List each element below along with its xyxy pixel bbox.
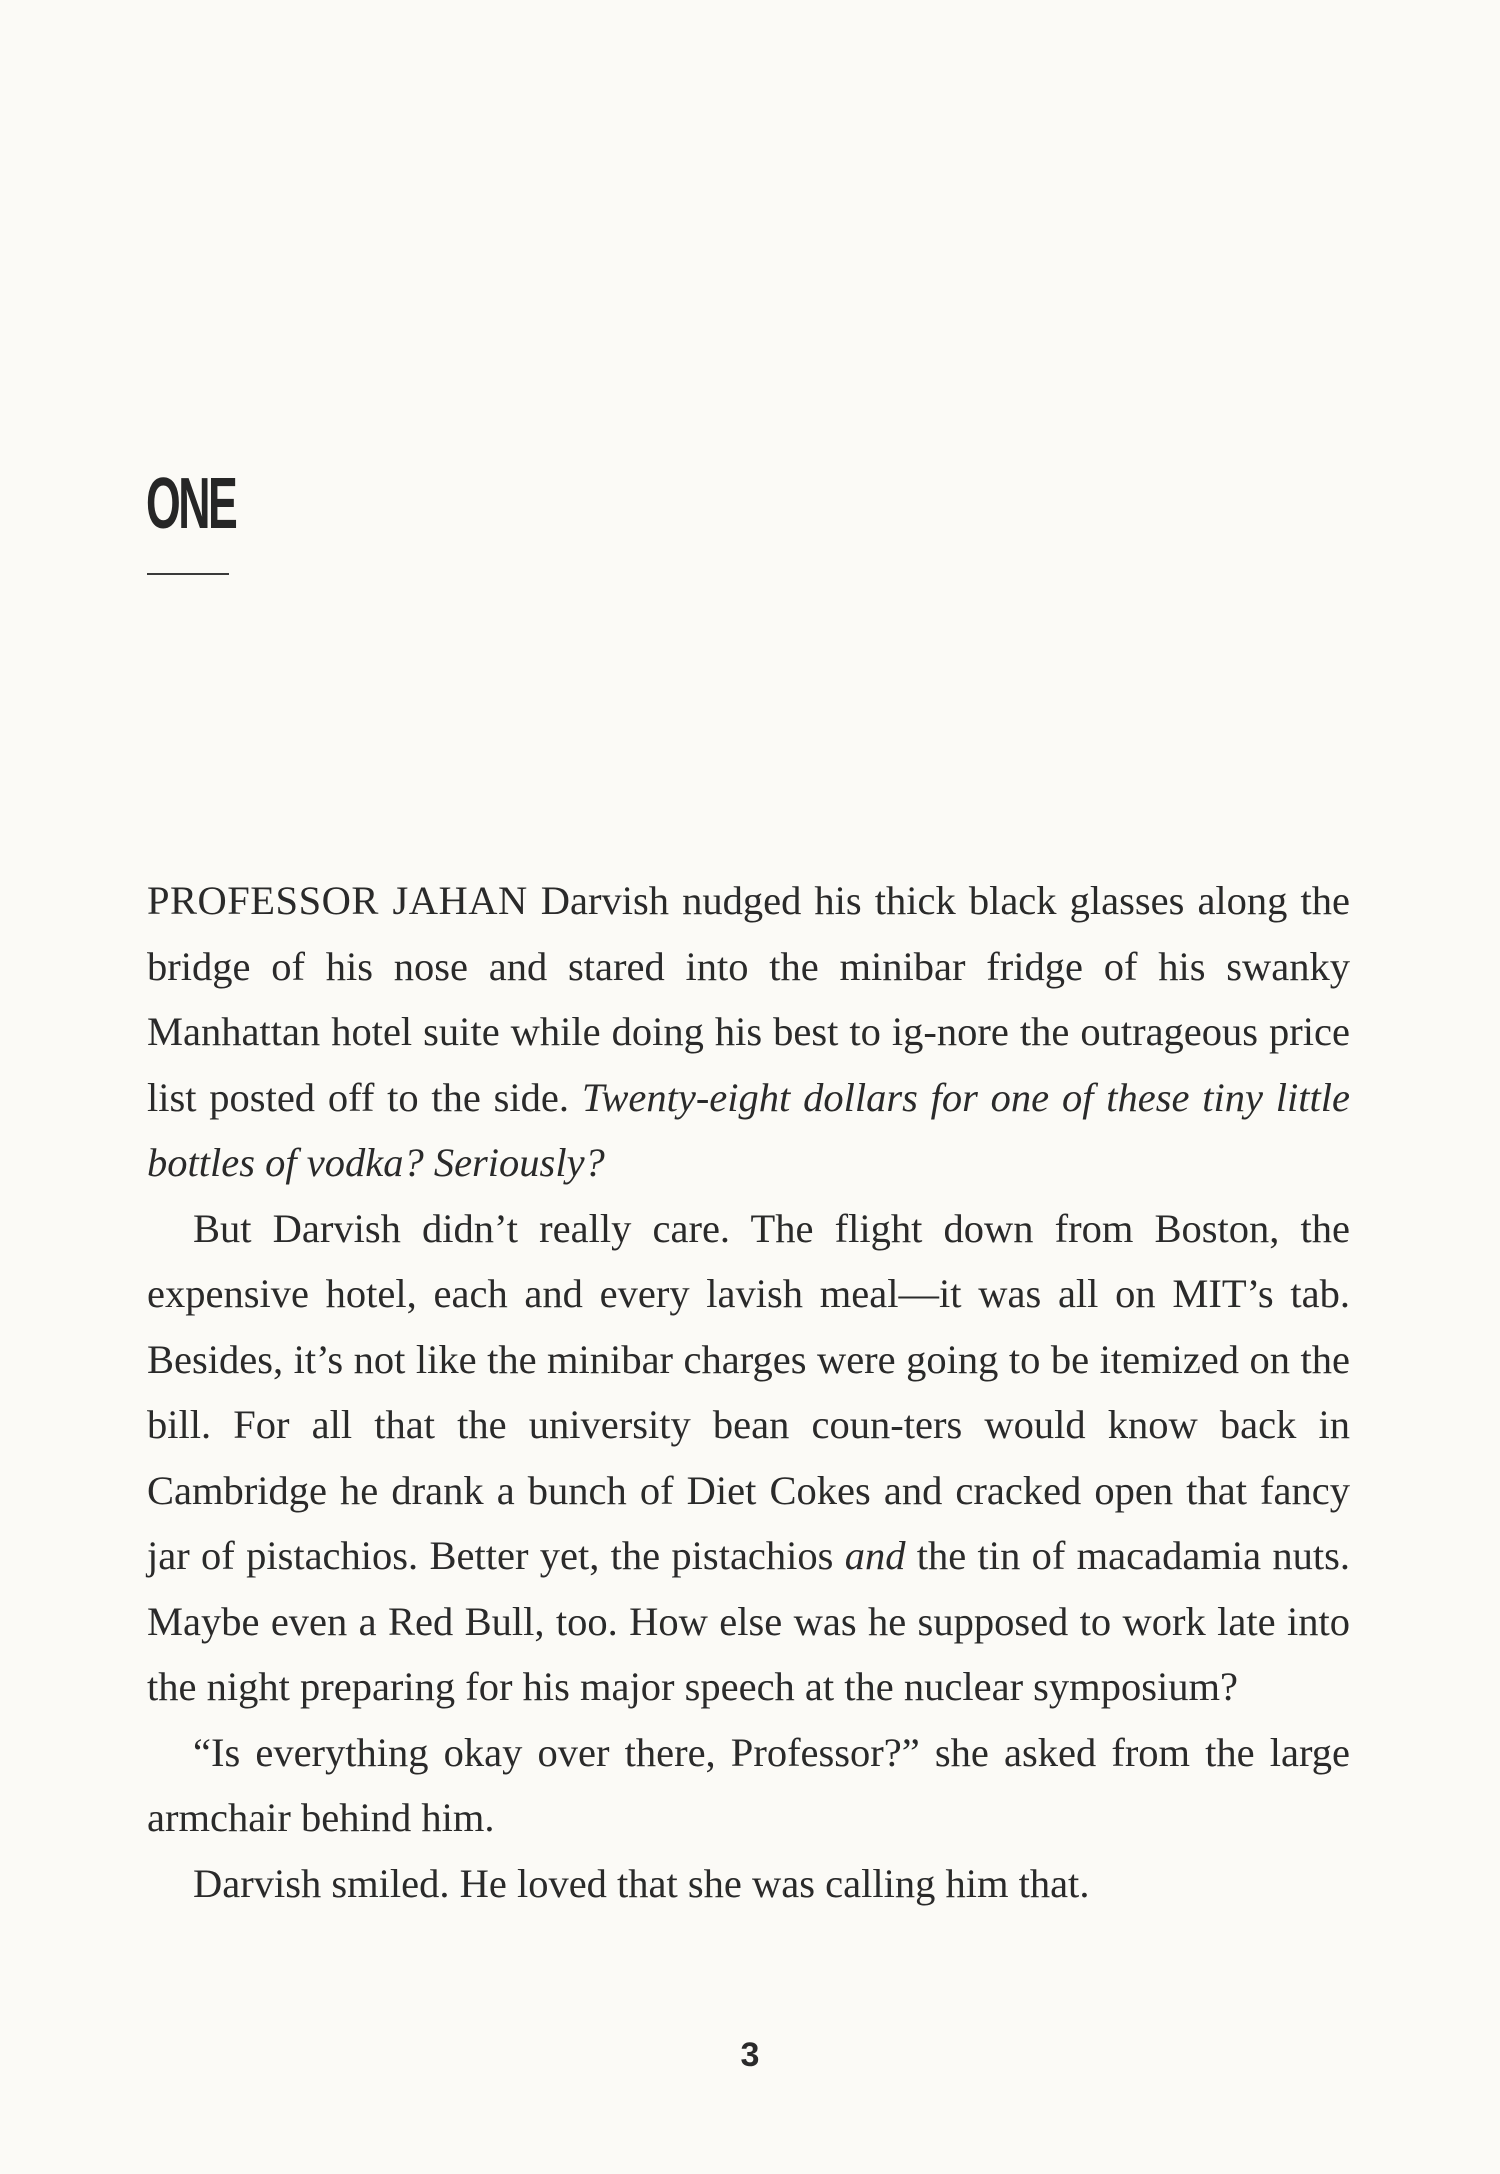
paragraph-3-text: “Is everything okay over there, Professor?” she asked from the large armchair behind him.: [147, 1729, 1350, 1840]
paragraph-4: [147, 1851, 1350, 1917]
paragraph-1-lead: PROFESSOR JAHAN: [147, 878, 528, 923]
paragraph-2-italic: and: [844, 1533, 906, 1578]
chapter-heading: ONE: [146, 464, 236, 544]
paragraph-2-text-b: the tin of macadamia nuts. Maybe even a Red Bull, too. How else was he supposed to work late into the night preparing for his major speech at the nuclear symposium?: [147, 1533, 1350, 1709]
paragraph-1-italic: Twenty-eight dollars for one of these tiny little bottles of vodka? Seriously?: [147, 1074, 1350, 1185]
paragraph-1: [147, 868, 1350, 1196]
body-text: [147, 868, 1350, 1916]
paragraph-4-text: Darvish smiled. He loved that she was calling him that.: [193, 1860, 1090, 1906]
paragraph-3: [147, 1720, 1350, 1851]
chapter-rule: [147, 573, 229, 575]
paragraph-2-text-a: But Darvish didn’t really care. The flight down from Boston, the expensive hotel, each and every lavish meal—it was all on MIT’s tab. Besides, it’s not like the minibar charges were going to be itemized on the bill. For all that the university bean coun-ters would know back in Cambridge he drank a bunch of Diet Cokes and cracked open that fancy jar of pistachios. Better yet, the pistachios: [147, 1205, 1350, 1578]
paragraph-2: [147, 1196, 1350, 1720]
page-number: 3: [740, 2036, 760, 2074]
paragraph-1-text: Darvish nudged his thick black glasses along the bridge of his nose and stared into the minibar fridge of his swanky Manhattan hotel suite while doing his best to ig-nore the outrageous price list posted off to the side.: [147, 878, 1350, 1120]
